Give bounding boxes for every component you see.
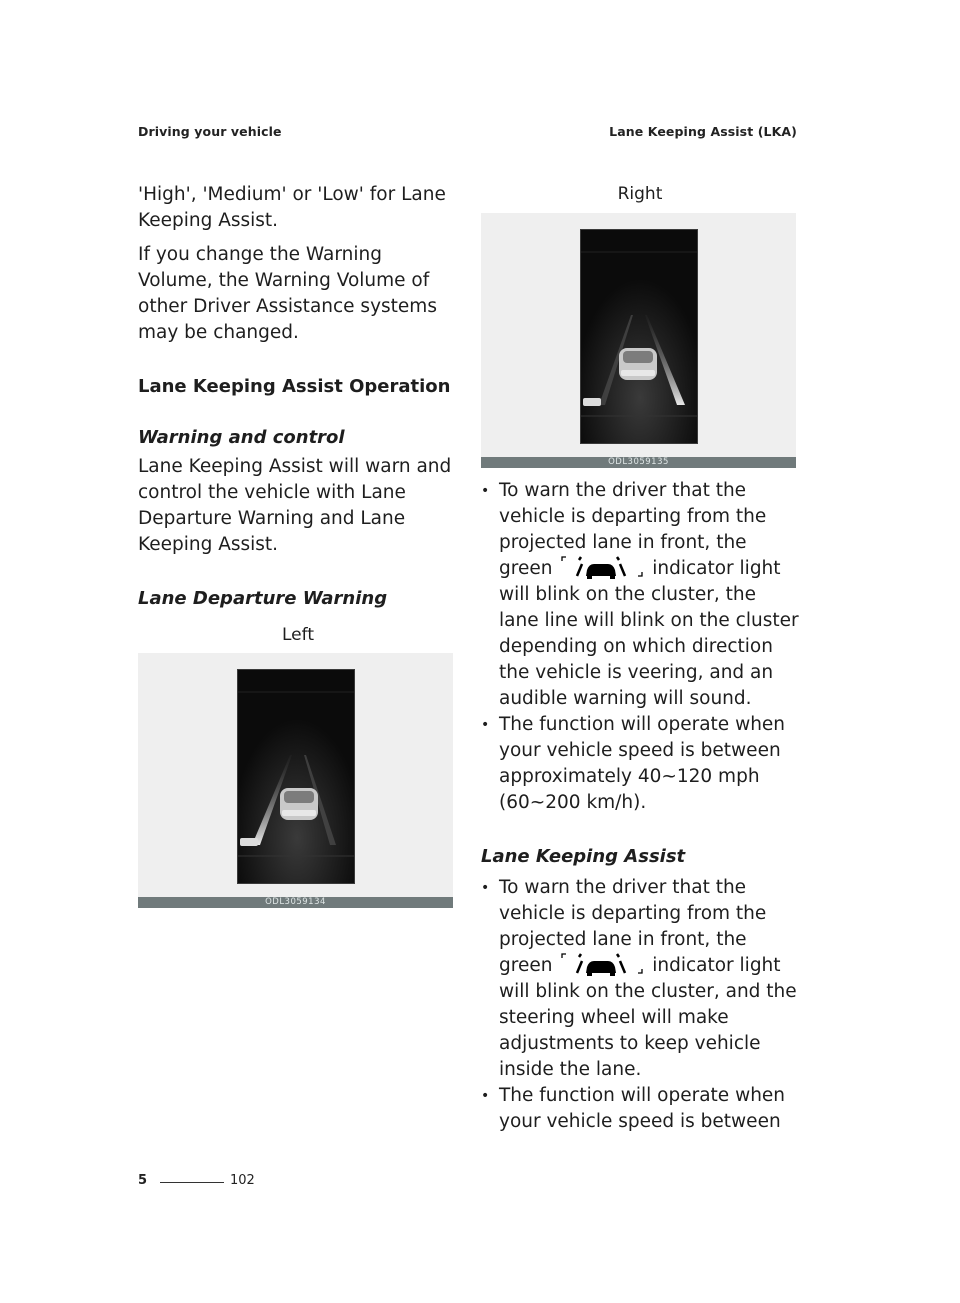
subsection-title-lka: Lane Keeping Assist — [481, 846, 686, 867]
lane-departure-left-illustration — [238, 670, 355, 884]
figure-code-left: ODL3059134 — [138, 897, 453, 908]
ldw-bullet-list — [481, 478, 799, 816]
footer-divider — [160, 1182, 224, 1183]
figure-caption-right: Right — [617, 184, 663, 204]
lka-bullet-list — [481, 875, 799, 1135]
subsection-title-lane-departure: Lane Departure Warning — [138, 588, 388, 609]
small-car-icon-right — [583, 398, 601, 406]
section-title: Lane Keeping Assist Operation — [138, 376, 451, 397]
lka-bullet-indicator — [481, 875, 799, 1083]
lka-bullet-text-pre: To warn the driver that the vehicle is departing from the projected lane in front, the green — [499, 877, 767, 976]
ldw-bullet-indicator — [481, 478, 799, 712]
cluster-figure-left — [138, 653, 453, 908]
car-icon-right — [619, 348, 657, 380]
lane-keeping-indicator-icon — [560, 953, 644, 979]
running-header-left: Driving your vehicle — [138, 124, 282, 139]
cluster-figure-right — [481, 213, 796, 468]
paragraph-warning-control: Lane Keeping Assist will warn and control the vehicle with Lane Departure Warning and Lane Keeping Assist. — [138, 456, 452, 555]
car-icon-left — [280, 788, 318, 820]
lka-bullet-speed: • The function will operate when your vehicle speed is between — [481, 1083, 799, 1135]
page-footer — [138, 1173, 255, 1188]
right-column — [481, 182, 799, 1135]
lane-departure-right-illustration — [581, 230, 698, 444]
figure-code-right: ODL3059135 — [481, 457, 796, 468]
lka-bullet-text-post: indicator light will blink on the cluster, and the steering wheel will make adjustments to keep vehicle inside the lane. — [499, 955, 797, 1080]
ldw-bullet-speed: • The function will operate when your vehicle speed is between approximately 40~120 mph (60~200 km/h). — [481, 712, 799, 816]
subsection-title-warning-control: Warning and control — [138, 427, 345, 448]
small-car-icon-left — [240, 838, 258, 846]
cluster-screen-right — [580, 229, 698, 444]
ldw-bullet-text-pre: To warn the driver that the vehicle is departing from the projected lane in front, the green — [499, 480, 767, 579]
paragraph-volume-levels: 'High', 'Medium' or 'Low' for Lane Keeping Assist. — [138, 184, 446, 231]
figure-caption-left: Left — [282, 625, 314, 645]
running-header-right: Lane Keeping Assist (LKA) — [609, 124, 797, 139]
paragraph-warning-volume: If you change the Warning Volume, the Warning Volume of other Driver Assistance systems may be changed. — [138, 244, 437, 343]
lane-keeping-indicator-icon — [560, 556, 644, 582]
ldw-bullet-text-post: indicator light will blink on the cluster, the lane line will blink on the cluster depending on which direction the vehicle is veering, and an audible warning will sound. — [499, 558, 799, 709]
cluster-screen-left — [237, 669, 355, 884]
left-column — [138, 182, 458, 908]
footer-section-number: 5 — [138, 1173, 148, 1188]
footer-page-number: 102 — [230, 1173, 255, 1188]
